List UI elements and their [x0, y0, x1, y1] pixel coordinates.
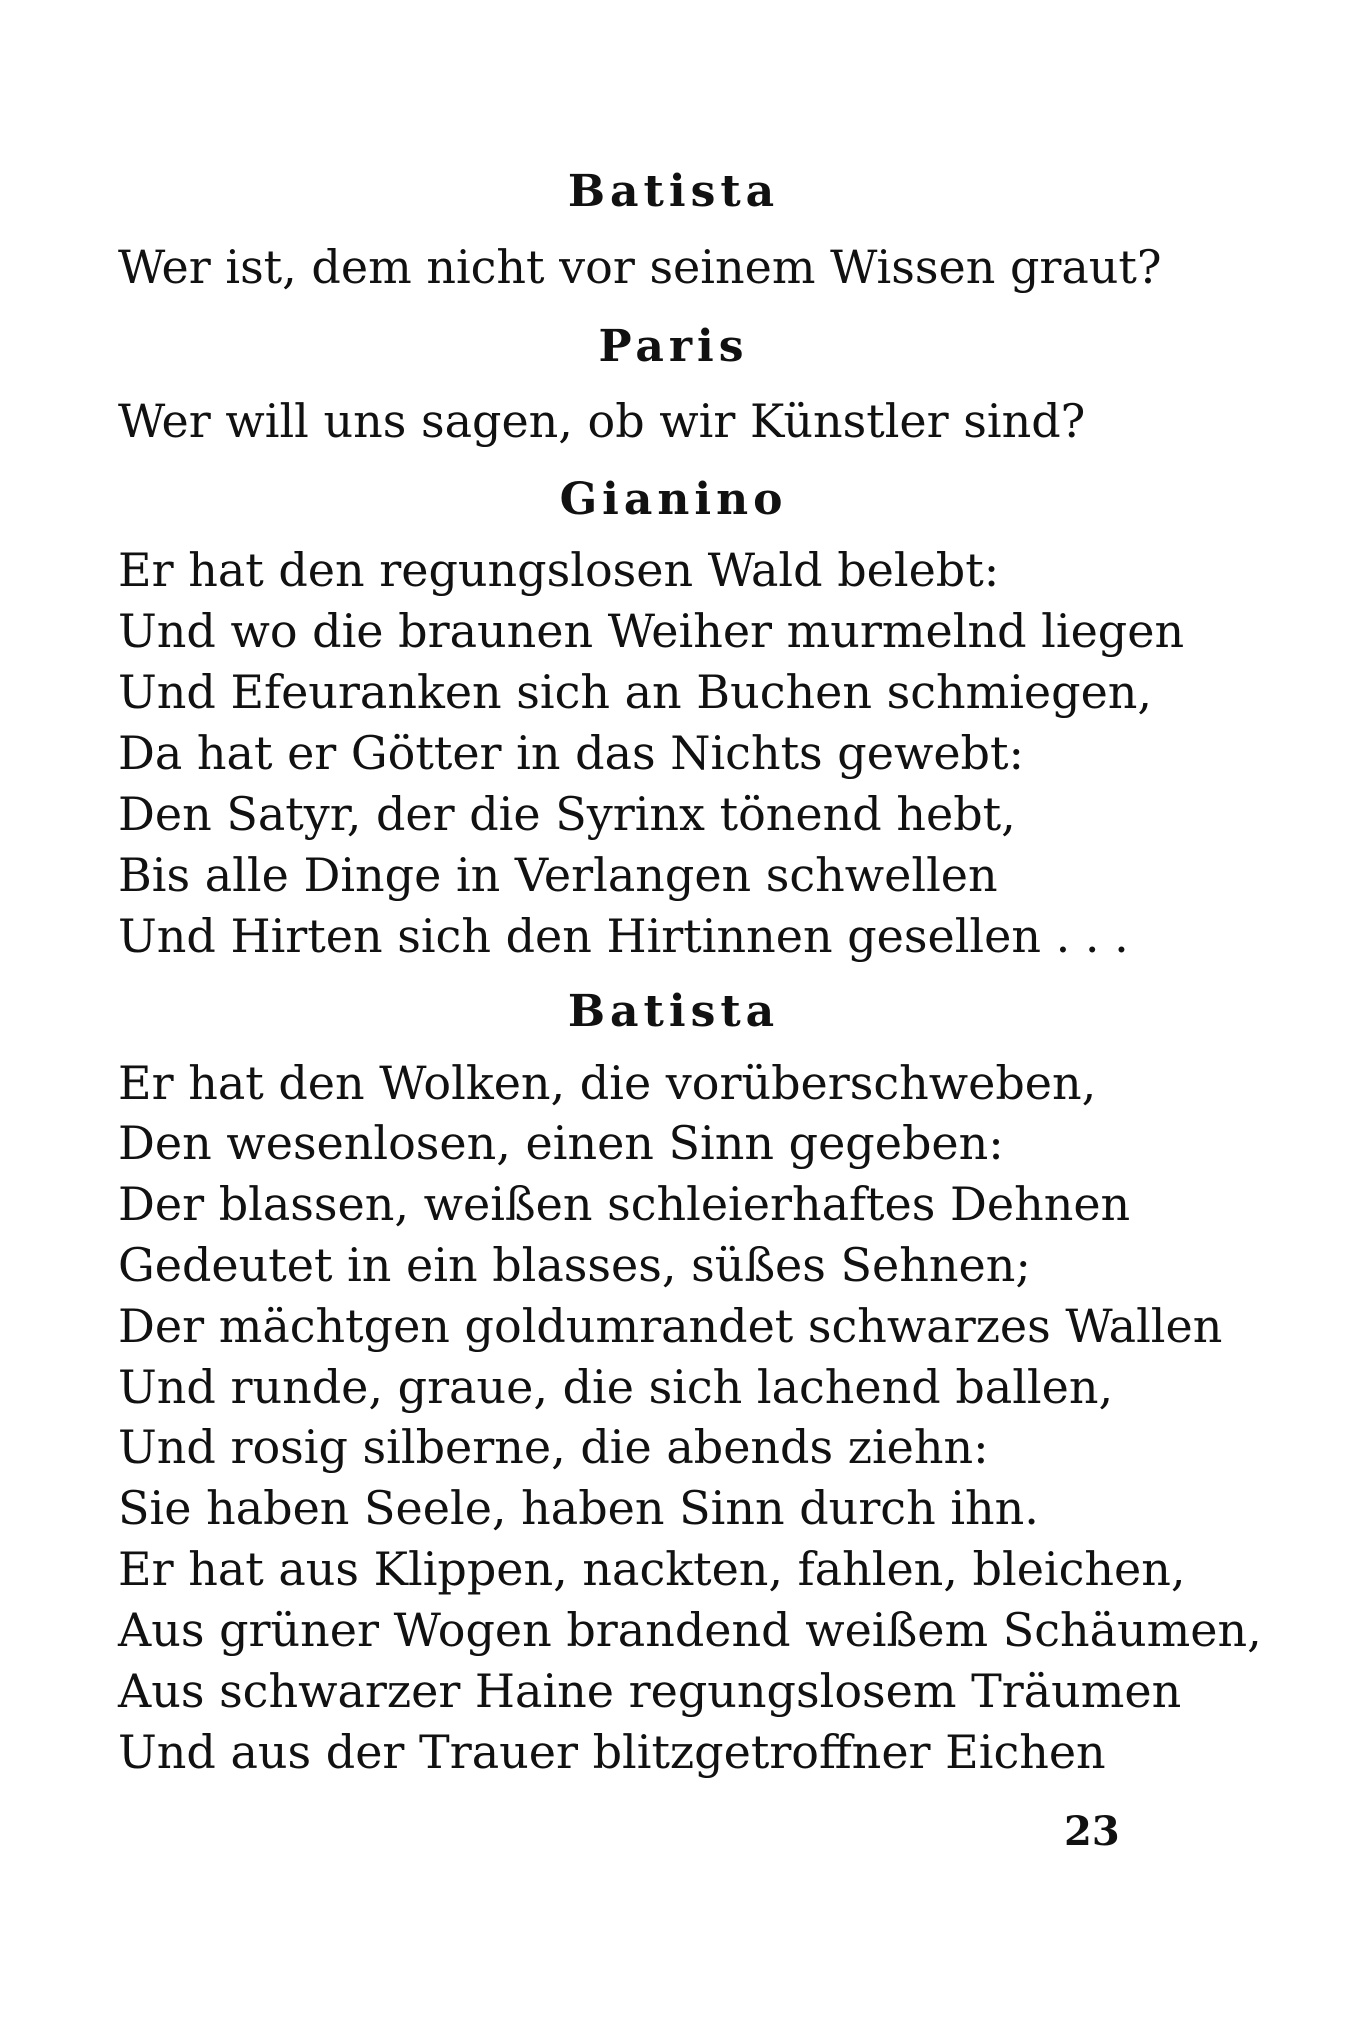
verse-line: Den Satyr, der die Syrinx tönend hebt,	[118, 787, 1016, 841]
verse-line: Und runde, graue, die sich lachend ballen,	[118, 1360, 1114, 1414]
verse-line: Der blassen, weißen schleierhaftes Dehnen	[118, 1177, 1131, 1231]
verse-line: Wer ist, dem nicht vor seinem Wissen graut?	[118, 240, 1162, 294]
page-number: 23	[1064, 1808, 1120, 1855]
speaker-name: Gianino	[559, 474, 788, 525]
speaker-name: Paris	[598, 321, 749, 372]
verse-line: Und rosig silberne, die abends ziehn:	[118, 1420, 989, 1474]
verse-line: Er hat aus Klippen, nackten, fahlen, bleichen,	[118, 1542, 1186, 1596]
verse-line: Der mächtgen goldumrandet schwarzes Wallen	[118, 1299, 1223, 1353]
verse-line: Und aus der Trauer blitzgetroffner Eichen	[118, 1725, 1106, 1779]
verse-line: Und Efeuranken sich an Buchen schmiegen,	[118, 665, 1153, 719]
verse-line: Bis alle Dinge in Verlangen schwellen	[118, 848, 998, 902]
verse-line: Aus schwarzer Haine regungslosem Träumen	[118, 1664, 1182, 1718]
verse-line: Wer will uns sagen, ob wir Künstler sind?	[118, 394, 1086, 448]
speaker-name: Batista	[567, 166, 780, 217]
verse-line: Er hat den Wolken, die vorüberschweben,	[118, 1056, 1097, 1110]
speaker-name: Batista	[567, 986, 780, 1037]
verse-line: Und Hirten sich den Hirtinnen gesellen . . .	[118, 909, 1129, 963]
verse-line: Sie haben Seele, haben Sinn durch ihn.	[118, 1481, 1039, 1535]
verse-line: Da hat er Götter in das Nichts gewebt:	[118, 726, 1024, 780]
verse-line: Den wesenlosen, einen Sinn gegeben:	[118, 1116, 1004, 1170]
verse-line: Aus grüner Wogen brandend weißem Schäumen,	[118, 1603, 1262, 1657]
verse-line: Er hat den regungslosen Wald belebt:	[118, 543, 1000, 597]
verse-line: Und wo die braunen Weiher murmelnd liegen	[118, 604, 1185, 658]
verse-line: Gedeutet in ein blasses, süßes Sehnen;	[118, 1238, 1031, 1292]
